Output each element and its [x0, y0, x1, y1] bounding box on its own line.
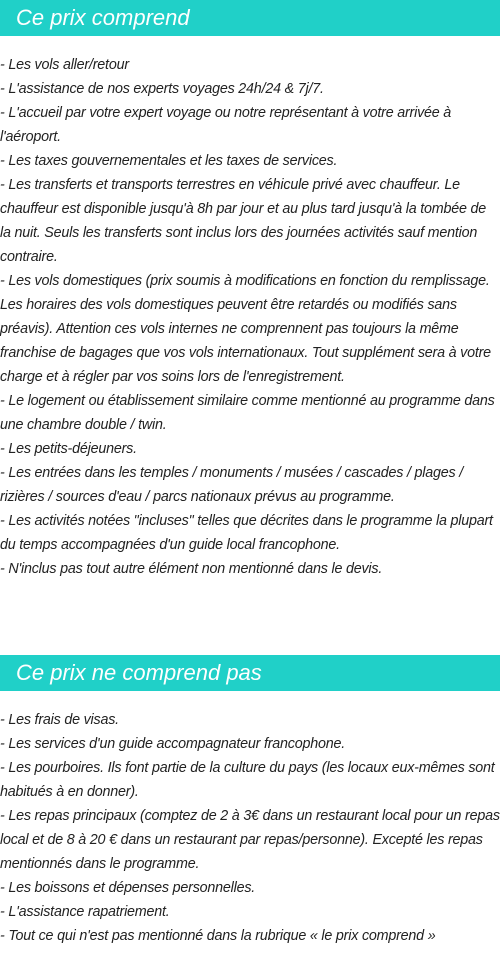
list-item: - L'accueil par votre expert voyage ou notre représentant à votre arrivée à l'aéroport. [0, 105, 452, 145]
excludes-header [0, 655, 500, 691]
list-item: - Les vols aller/retour [0, 57, 129, 73]
list-item: - Le logement ou établissement similaire comme mentionné au programme dans une chambre double / twin. [0, 393, 495, 433]
list-item: - N'inclus pas tout autre élément non mentionné dans le devis. [0, 561, 383, 577]
list-item: - Les vols domestiques (prix soumis à modifications en fonction du remplissage. Les horaires des vols domestiques peuvent être retardés ou modifiés sans préavis). Attention ces vols internes ne comprennent pas toujours la même franchise de bagages que vos vols internationaux. Tout supplément sera à votre charge et à régler par vos soins lors de l'enregistrement. [0, 273, 491, 385]
list-item: - Les pourboires. Ils font partie de la culture du pays (les locaux eux-mêmes sont habitués à en donner). [0, 760, 495, 800]
list-item: - Les boissons et dépenses personnelles. [0, 880, 256, 896]
list-item: - Les frais de visas. [0, 712, 119, 728]
list-item: - Les services d'un guide accompagnateur francophone. [0, 736, 346, 752]
includes-list [0, 53, 500, 581]
list-item: - Tout ce qui n'est pas mentionné dans la rubrique « le prix comprend » [0, 928, 436, 944]
list-item: - L'assistance rapatriement. [0, 904, 170, 920]
list-item: - Les repas principaux (comptez de 2 à 3€ dans un restaurant local pour un repas local et de 8 à 20 € dans un restaurant par repas/personne). Excepté les repas mentionnés dans le programme. [0, 808, 500, 872]
includes-title: Ce prix comprend [16, 5, 190, 30]
list-item: - L'assistance de nos experts voyages 24h/24 & 7j/7. [0, 81, 324, 97]
excludes-list [0, 708, 500, 948]
list-item: - Les entrées dans les temples / monuments / musées / cascades / plages / rizières / sources d'eau / parcs nationaux prévus au programme. [0, 465, 463, 505]
excludes-title: Ce prix ne comprend pas [16, 660, 262, 685]
includes-header [0, 0, 500, 36]
list-item: - Les taxes gouvernementales et les taxes de services. [0, 153, 338, 169]
list-item: - Les activités notées "incluses" telles que décrites dans le programme la plupart du temps accompagnées d'un guide local francophone. [0, 513, 493, 553]
list-item: - Les transferts et transports terrestres en véhicule privé avec chauffeur. Le chauffeur est disponible jusqu'à 8h par jour et au plus tard jusqu'à la tombée de la nuit. Seuls les transferts sont inclus lors des journées activités sauf mention contraire. [0, 177, 487, 265]
list-item: - Les petits-déjeuners. [0, 441, 137, 457]
